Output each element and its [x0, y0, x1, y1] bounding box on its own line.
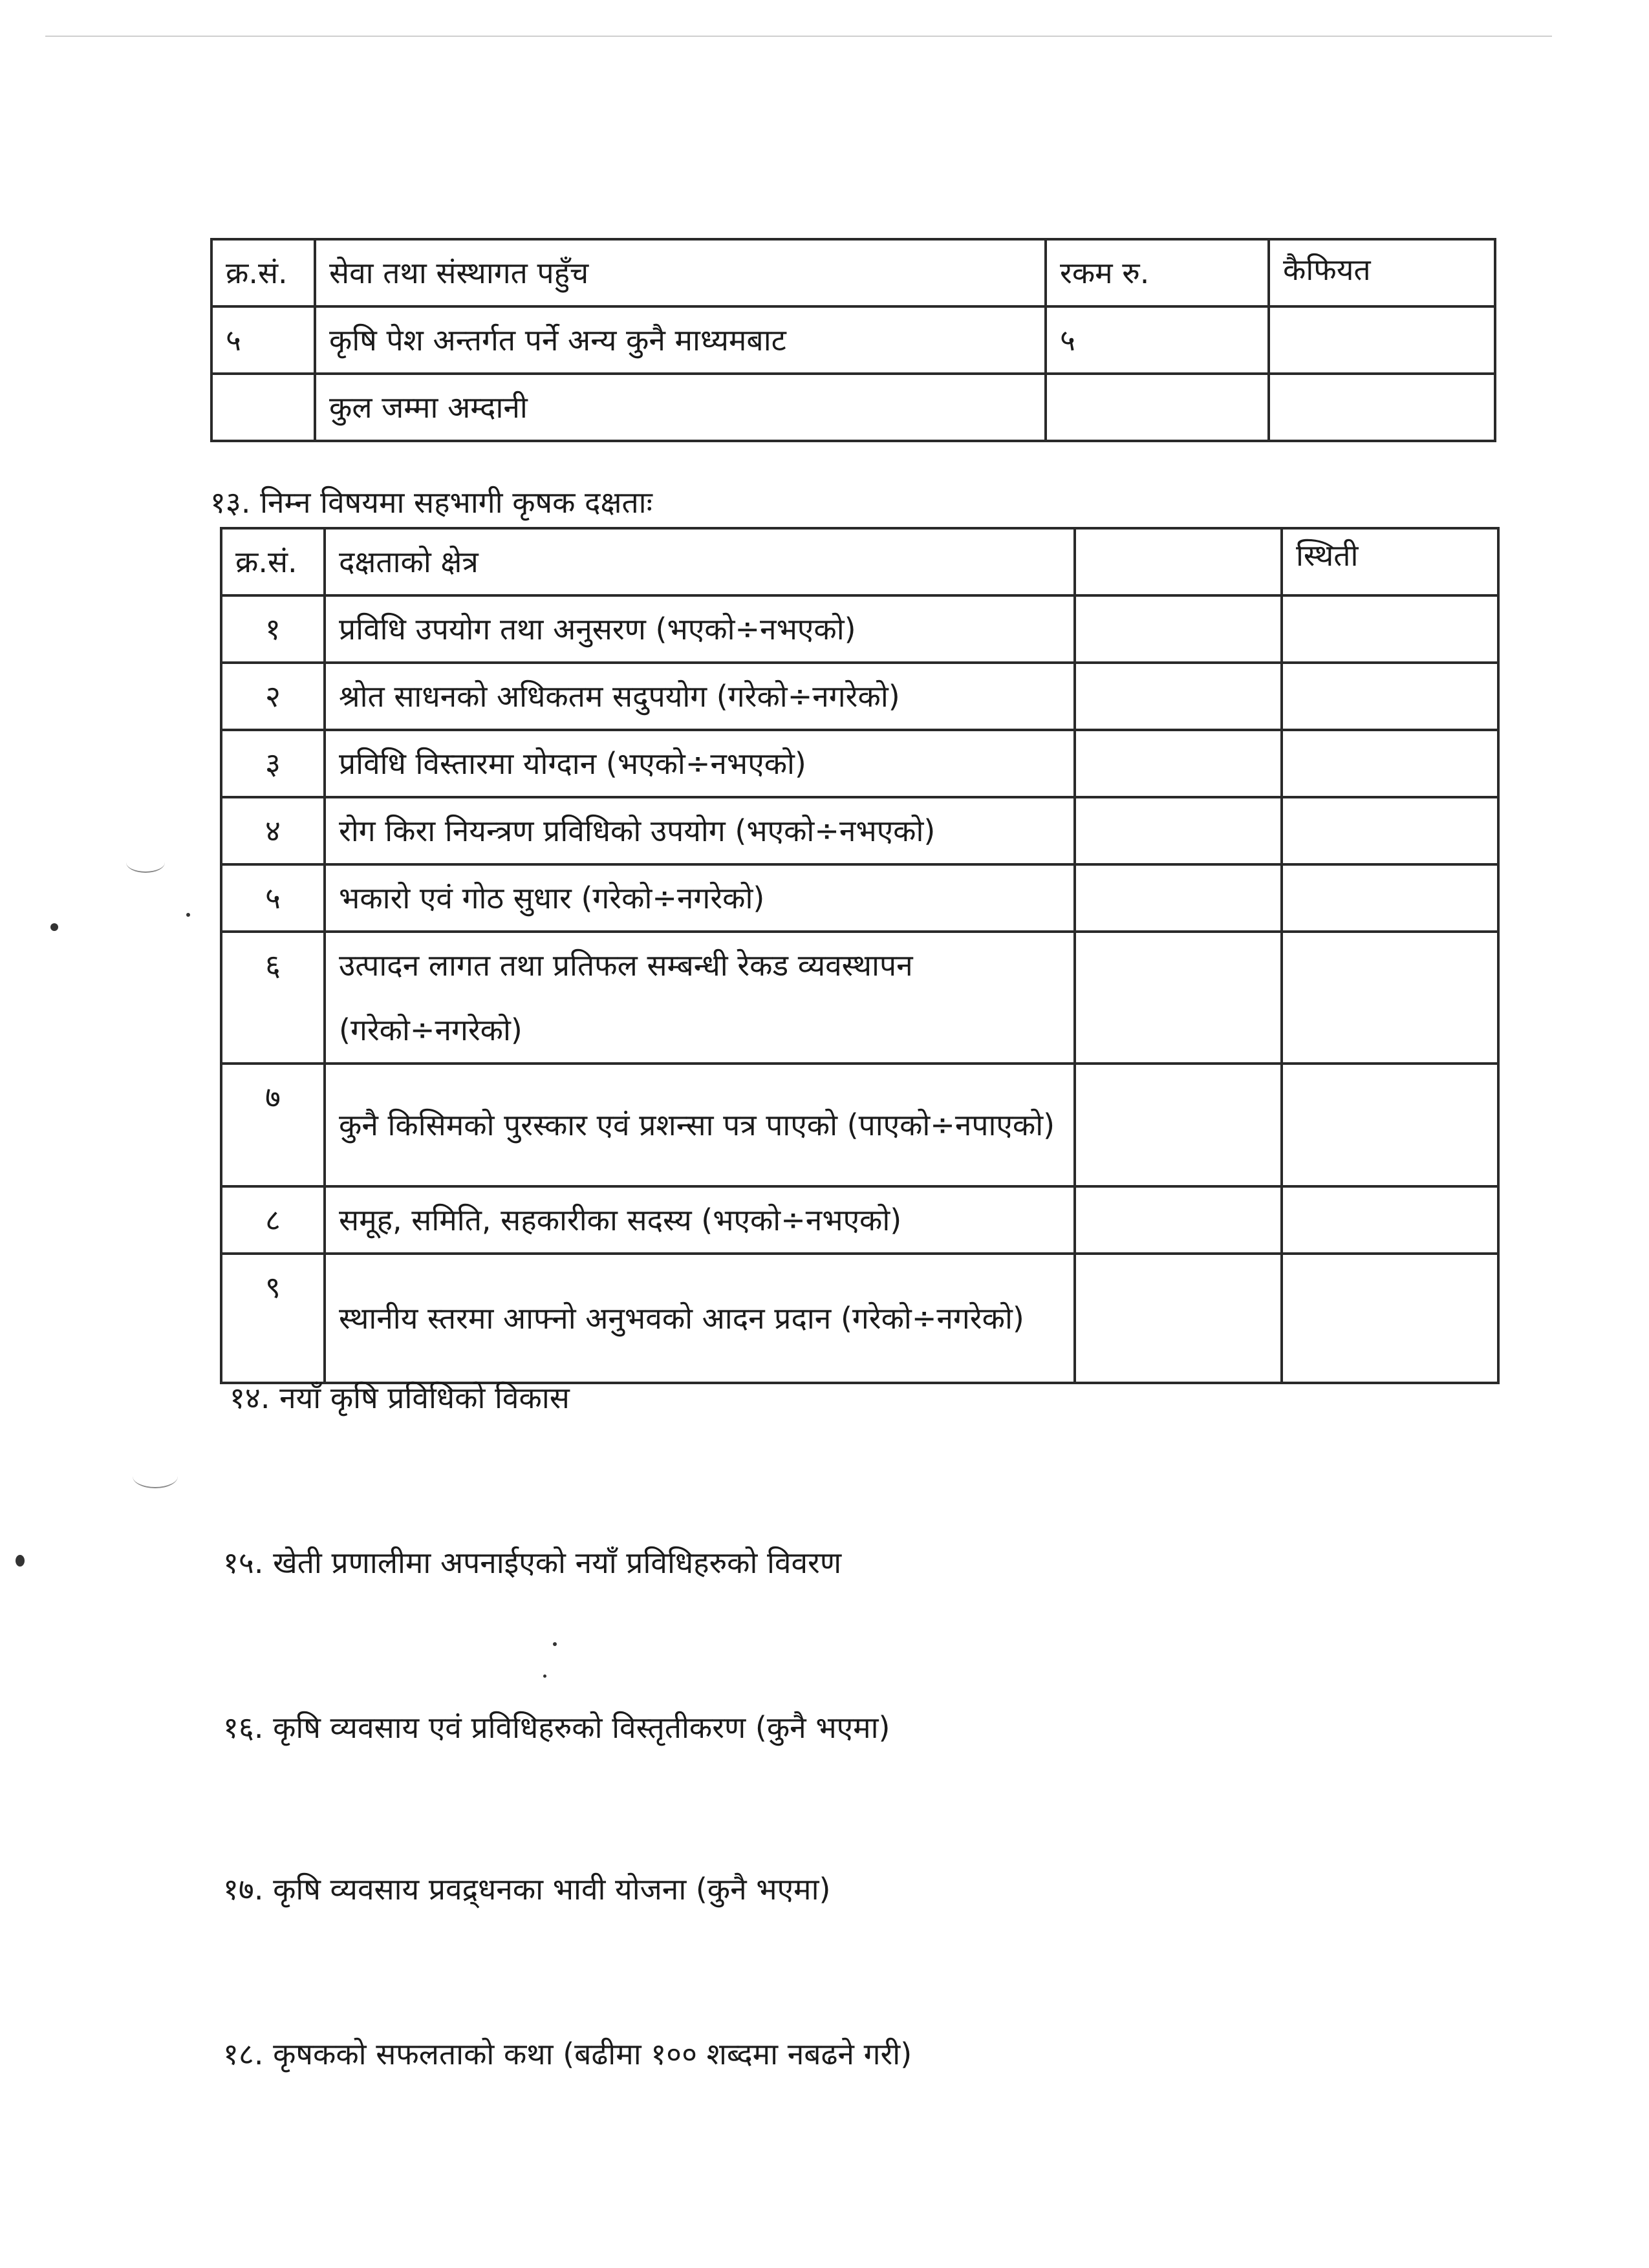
row-skill: प्रविधि उपयोग तथा अनुसरण (भएको÷नभएको)	[325, 595, 1075, 663]
section-13-title: १३. निम्न विषयमा सहभागी कृषक दक्षताः	[210, 485, 652, 520]
row-serial: ३	[221, 730, 325, 797]
scan-speck	[186, 913, 190, 917]
table-row	[221, 663, 1498, 730]
row-blank	[1075, 1254, 1282, 1383]
header-service: सेवा तथा संस्थागत पहुँच	[315, 239, 1046, 306]
table-row	[221, 1254, 1498, 1383]
table-row	[221, 932, 1498, 1064]
row-status	[1282, 1254, 1498, 1383]
scan-mark	[126, 852, 165, 873]
scan-speck	[50, 923, 58, 931]
service-access-table	[210, 238, 1496, 442]
row-skill: प्रविधि विस्तारमा योग्दान (भएको÷नभएको)	[325, 730, 1075, 797]
row-serial: १	[221, 595, 325, 663]
row-status	[1282, 932, 1498, 1064]
row-serial: ४	[221, 797, 325, 864]
row-serial: ९	[221, 1254, 325, 1383]
row-skill: भकारो एवं गोठ सुधार (गरेको÷नगरेको)	[325, 864, 1075, 932]
section-14-title: १४. नयाँ कृषि प्रविधिको विकास	[230, 1380, 570, 1415]
row-status	[1282, 864, 1498, 932]
row-service: कृषि पेश अन्तर्गत पर्ने अन्य कुनै माध्यमबाट	[315, 306, 1046, 374]
section-18-title: १८. कृषकको सफलताको कथा (बढीमा १०० शब्दमा नबढने गरी)	[223, 2037, 912, 2071]
table-header-row	[221, 528, 1498, 595]
header-blank	[1075, 528, 1282, 595]
header-status: स्थिती	[1282, 528, 1498, 595]
table-row	[221, 864, 1498, 932]
table-row	[221, 730, 1498, 797]
table-row	[211, 306, 1495, 374]
scan-top-edge	[45, 36, 1552, 37]
table-header-row	[211, 239, 1495, 306]
row-blank	[1075, 1064, 1282, 1186]
row-skill: समूह, समिति, सहकारीका सदस्य (भएको÷नभएको)	[325, 1186, 1075, 1254]
scan-speck	[16, 1555, 25, 1567]
row-skill: श्रोत साधनको अधिकतम सदुपयोग (गरेको÷नगरेको)	[325, 663, 1075, 730]
section-17-title: १७. कृषि व्यवसाय प्रवद्र्धनका भावी योजना (कुनै भएमा)	[223, 1872, 831, 1907]
table-row-total	[211, 374, 1495, 441]
row-serial: ७	[221, 1064, 325, 1186]
row-serial: २	[221, 663, 325, 730]
header-remarks: कैफियत	[1269, 239, 1495, 306]
row-blank	[1075, 864, 1282, 932]
table-row	[221, 1186, 1498, 1254]
row-serial: ८	[221, 1186, 325, 1254]
row-amount: ५	[1046, 306, 1269, 374]
row-status	[1282, 1064, 1498, 1186]
row-serial: ६	[221, 932, 325, 1064]
total-amount	[1046, 374, 1269, 441]
row-blank	[1075, 797, 1282, 864]
table-row	[221, 1064, 1498, 1186]
section-15-title: १५. खेती प्रणालीमा अपनाईएको नयाँ प्रविधिहरुको विवरण	[223, 1545, 842, 1580]
row-blank	[1075, 730, 1282, 797]
row-serial: ५	[211, 306, 315, 374]
header-serial: क्र.सं.	[221, 528, 325, 595]
row-blank	[1075, 663, 1282, 730]
row-serial: ५	[221, 864, 325, 932]
header-skill-area: दक्षताको क्षेत्र	[325, 528, 1075, 595]
row-blank	[1075, 1186, 1282, 1254]
total-remarks	[1269, 374, 1495, 441]
row-blank	[1075, 595, 1282, 663]
scan-speck	[543, 1674, 546, 1678]
row-status	[1282, 595, 1498, 663]
row-status	[1282, 730, 1498, 797]
scan-speck	[553, 1642, 557, 1646]
row-skill: कुनै किसिमको पुरस्कार एवं प्रशन्सा पत्र पाएको (पाएको÷नपाएको)	[325, 1064, 1075, 1186]
row-skill: रोग किरा नियन्त्रण प्रविधिको उपयोग (भएको÷नभएको)	[325, 797, 1075, 864]
row-status	[1282, 663, 1498, 730]
header-amount: रकम रु.	[1046, 239, 1269, 306]
total-income-label: कुल जम्मा अम्दानी	[315, 374, 1046, 441]
row-skill: स्थानीय स्तरमा आफ्नो अनुभवको आदन प्रदान (गरेको÷नगरेको)	[325, 1254, 1075, 1383]
table-row	[221, 797, 1498, 864]
scan-mark	[133, 1464, 178, 1488]
row-blank	[1075, 932, 1282, 1064]
farmer-skills-table	[220, 527, 1500, 1384]
row-status	[1282, 797, 1498, 864]
row-status	[1282, 1186, 1498, 1254]
section-16-title: १६. कृषि व्यवसाय एवं प्रविधिहरुको विस्तृतीकरण (कुनै भएमा)	[223, 1710, 890, 1745]
row-remarks	[1269, 306, 1495, 374]
table-row	[221, 595, 1498, 663]
header-serial: क्र.सं.	[211, 239, 315, 306]
row-skill: उत्पादन लागत तथा प्रतिफल सम्बन्धी रेकड व्यवस्थापन (गरेको÷नगरेको)	[325, 932, 1075, 1064]
row-serial	[211, 374, 315, 441]
